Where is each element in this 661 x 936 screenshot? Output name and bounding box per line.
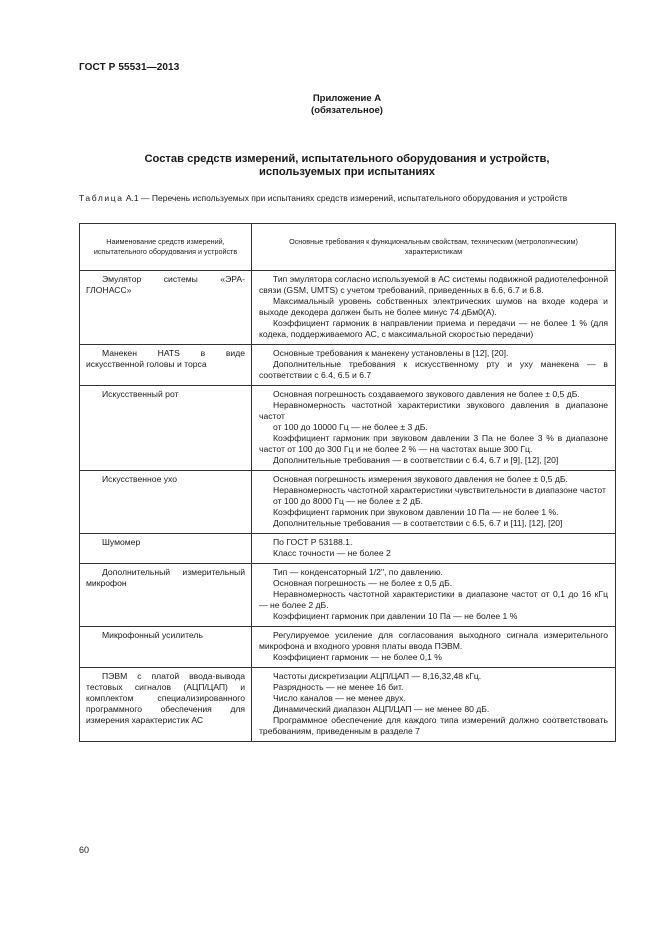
requirement-line: Разрядность — не менее 16 бит. [273,682,404,692]
equipment-name: Манекен HATS в виде искусственной головы и торса [86,348,245,369]
appendix-status: (обязательное) [311,105,383,116]
equipment-name: Эмулятор системы «ЭРА-ГЛОНАСС» [86,274,245,295]
requirement-line: Основная погрешность создаваемого звукового давления не более ± 0,5 дБ. [273,389,580,399]
table-row [80,386,616,471]
requirement-line: Программное обеспечение для каждого типа измерений должно соответствовать требованиям, приведенным в разделе 7 [259,715,608,736]
requirement-line: Тип — конденсаторный 1/2", по давлению. [273,567,443,577]
document-standard-number: ГОСТ Р 55531—2013 [79,62,180,73]
equipment-name: Шумомер [102,537,141,547]
requirement-line: Основные требования к манекену установлены в [12], [20]. [273,348,509,358]
requirements-cell [252,386,616,471]
equipment-name-cell [80,345,252,386]
table-caption [79,193,617,204]
requirements-cell [252,534,616,564]
equipment-name-cell [80,534,252,564]
requirement-line: Основная погрешность измерения звукового давления не более ± 0,5 дБ. [273,474,568,484]
table-row [80,471,616,534]
table-body [80,271,616,742]
appendix-title: Приложение А [312,93,382,104]
appendix-header [79,93,615,117]
equipment-name-cell [80,471,252,534]
requirement-line: Частоты дискретизации АЦП/ЦАП — 8,16,32,48 кГц. [273,671,482,681]
equipment-name-cell [80,271,252,345]
requirement-line: от 100 до 8000 Гц — не более ± 2 дБ. [273,496,423,506]
requirement-line: от 100 до 10000 Гц — не более ± 3 дБ. [273,422,428,432]
requirement-line: Коэффициент гармоник при давлении 10 Па — не более 1 % [273,611,518,621]
column-header-requirements: Основные требования к функциональным свойствам, техническим (метрологическим) характеристикам [252,224,616,271]
equipment-name-cell [80,668,252,742]
equipment-name: Дополнительный измерительный микрофон [86,567,245,588]
requirement-line: Дополнительные требования — в соответствии с 6.4, 6.7 и [9], [12], [20] [273,455,559,465]
section-heading-line-1: Состав средств измерений, испытательного оборудования и устройств, [144,153,550,165]
requirements-cell [252,345,616,386]
requirement-line: Коэффициент гармоник в направлении приема и передачи — не более 1 % (для кодека, поддерживаемого АС, с максимальной скоростью передачи) [259,318,608,339]
requirements-cell [252,564,616,627]
section-heading [79,153,615,179]
requirement-line: Максимальный уровень собственных электрических шумов на входе кодера и выходе декодера должен быть не более минус 74 дБм0(А). [259,296,608,317]
requirement-line: Тип эмулятора согласно используемой в АС системы подвижной радиотелефонной связи (GSM, UMTS) с учетом требований, приведенных в 6.6, 6.7 и 6.8. [259,274,608,295]
table-row [80,668,616,742]
table-row [80,564,616,627]
requirements-cell [252,627,616,668]
table-row [80,534,616,564]
requirement-line: Неравномерность частотной характеристики в диапазоне частот от 0,1 до 16 кГц — не более 2 дБ. [259,589,608,610]
requirement-line: Класс точности — не более 2 [273,548,391,558]
section-heading-line-2: используемых при испытаниях [258,166,436,178]
table-caption-label: Таблица [79,193,124,203]
requirement-line: Коэффициент гармоник при звуковом давлении 10 Па — не более 1 %. [273,507,559,517]
table-row [80,271,616,345]
requirement-line: По ГОСТ Р 53188.1. [273,537,353,547]
requirements-cell [252,271,616,345]
column-header-name: Наименование средств измерений, испытательного оборудования и устройств [80,224,252,271]
equipment-name: Искусственное ухо [102,474,178,484]
table-row [80,345,616,386]
equipment-name-cell [80,564,252,627]
equipment-name: Микрофонный усилитель [102,630,203,640]
requirement-line: Неравномерность частотной характеристики чувствительности в диапазоне частот [273,485,606,495]
requirement-line: Коэффициент гармоник при звуковом давлении 3 Па не более 3 % в диапазоне частот от 100 до 300 Гц и не более 2 % — на частотах выше 300 Гц. [259,433,608,454]
requirement-line: Дополнительные требования — в соответствии с 6.5, 6.7 и [11], [12], [20] [273,518,563,528]
page-number: 60 [79,845,90,855]
requirements-cell [252,668,616,742]
requirement-line: Число каналов — не менее двух. [273,693,406,703]
equipment-name: Искусственный рот [102,389,179,399]
equipment-name: ПЭВМ с платой ввода-вывода тестовых сигналов (АЦП/ЦАП) и комплектом специализированного программного обеспечения для измерения характеристик АС [86,671,245,725]
equipment-name-cell [80,627,252,668]
requirement-line: Дополнительные требования к искусственному рту и уху манекена — в соответствии с 6.4, 6.5 и 6.7 [259,359,608,380]
requirement-line: Неравномерность частотной характеристики звукового давления в диапазоне частот [259,400,608,421]
requirement-line: Динамический диапазон АЦП/ЦАП — не менее 80 дБ. [273,704,490,714]
table-header-row [80,224,616,271]
equipment-table [79,223,616,742]
table-caption-text: А.1 — Перечень используемых при испытаниях средств измерений, испытательного оборудования и устройств [123,193,568,203]
table-row [80,627,616,668]
equipment-name-cell [80,386,252,471]
requirement-line: Коэффициент гармоник — не более 0,1 % [273,652,442,662]
requirement-line: Регулируемое усиление для согласования выходного сигнала измерительного микрофона и входного уровня платы ввода ПЭВМ. [259,630,608,651]
requirement-line: Основная погрешность — не более ± 0,5 дБ. [273,578,453,588]
requirements-cell [252,471,616,534]
